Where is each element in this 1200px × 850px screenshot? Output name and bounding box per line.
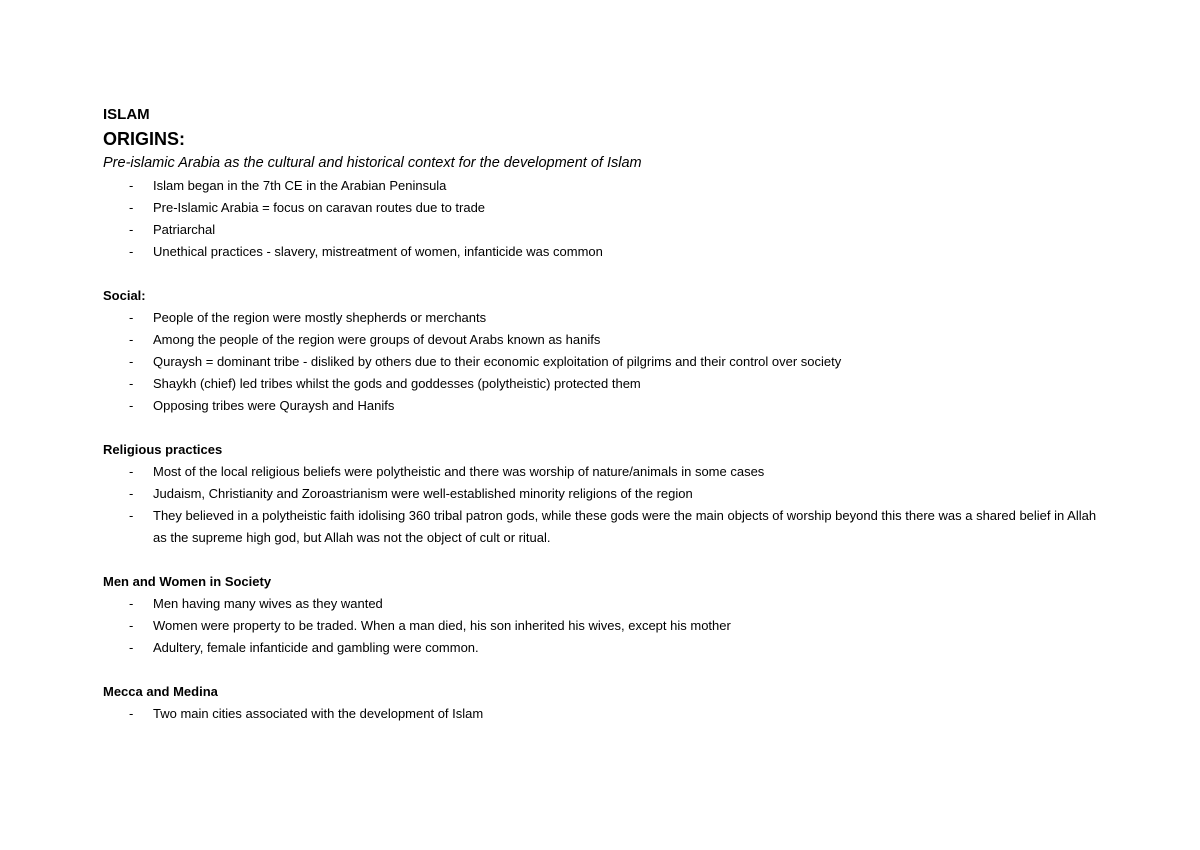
list-item-text: They believed in a polytheistic faith idolising 360 tribal patron gods, while these gods were the main objects of worship beyond this there was a shared belief in Allah as the supreme high god, but Allah was not the object of cult or ritual. bbox=[153, 508, 1097, 545]
bullet-dash: - bbox=[129, 178, 134, 193]
list-item bbox=[103, 461, 1103, 483]
list-item bbox=[103, 241, 1103, 263]
bullet-dash: - bbox=[129, 398, 134, 413]
list-item bbox=[103, 351, 1103, 373]
bullet-dash: - bbox=[129, 618, 134, 633]
bullet-dash: - bbox=[129, 200, 134, 215]
bullet-dash: - bbox=[129, 706, 134, 721]
bullet-dash: - bbox=[129, 508, 134, 523]
origins-subtitle: Pre-islamic Arabia as the cultural and historical context for the development of Islam bbox=[103, 155, 642, 171]
bullet-dash: - bbox=[129, 222, 134, 237]
bullet-dash: - bbox=[129, 596, 134, 611]
list-item bbox=[103, 593, 1103, 615]
section-heading-mecca-and-medina: Mecca and Medina bbox=[103, 684, 218, 699]
list-item-text: Shaykh (chief) led tribes whilst the gods and goddesses (polytheistic) protected them bbox=[153, 376, 641, 391]
list-item bbox=[103, 637, 1103, 659]
list-item bbox=[103, 197, 1103, 219]
men-and-women-list bbox=[103, 593, 1103, 659]
list-item bbox=[103, 703, 1103, 725]
bullet-dash: - bbox=[129, 354, 134, 369]
social-list bbox=[103, 307, 1103, 417]
list-item-text: Judaism, Christianity and Zoroastrianism were well-established minority religions of the region bbox=[153, 486, 693, 501]
section-heading-men-and-women: Men and Women in Society bbox=[103, 574, 272, 589]
section-heading-social: Social: bbox=[103, 288, 146, 303]
list-item bbox=[103, 615, 1103, 637]
list-item-text: Opposing tribes were Quraysh and Hanifs bbox=[153, 398, 395, 413]
list-item-text: Quraysh = dominant tribe - disliked by others due to their economic exploitation of pilgrims and their control over society bbox=[153, 354, 842, 369]
list-item-text: People of the region were mostly shepherds or merchants bbox=[153, 310, 487, 325]
list-item-text: Among the people of the region were groups of devout Arabs known as hanifs bbox=[153, 332, 601, 347]
bullet-dash: - bbox=[129, 486, 134, 501]
list-item-text: Pre-Islamic Arabia = focus on caravan routes due to trade bbox=[153, 200, 486, 215]
list-item bbox=[103, 395, 1103, 417]
bullet-dash: - bbox=[129, 332, 134, 347]
list-item-text: Women were property to be traded. When a man died, his son inherited his wives, except his mother bbox=[153, 618, 731, 633]
list-item bbox=[103, 219, 1103, 241]
bullet-dash: - bbox=[129, 244, 134, 259]
origins-heading: ORIGINS: bbox=[103, 129, 186, 149]
list-item-text: Most of the local religious beliefs were polytheistic and there was worship of nature/animals in some cases bbox=[153, 464, 765, 479]
list-item-text: Adultery, female infanticide and gambling were common. bbox=[153, 640, 479, 655]
bullet-dash: - bbox=[129, 464, 134, 479]
list-item bbox=[103, 505, 1103, 549]
list-item bbox=[103, 175, 1103, 197]
bullet-dash: - bbox=[129, 640, 134, 655]
document-page bbox=[103, 104, 1103, 725]
bullet-dash: - bbox=[129, 310, 134, 325]
list-item bbox=[103, 307, 1103, 329]
list-item-text: Two main cities associated with the development of Islam bbox=[153, 706, 484, 721]
list-item-text: Unethical practices - slavery, mistreatment of women, infanticide was common bbox=[153, 244, 603, 259]
list-item-text: Patriarchal bbox=[153, 222, 216, 237]
section-heading-religious-practices: Religious practices bbox=[103, 442, 223, 457]
list-item bbox=[103, 329, 1103, 351]
religious-practices-list bbox=[103, 461, 1103, 549]
mecca-and-medina-list bbox=[103, 703, 1103, 725]
document-title: ISLAM bbox=[103, 106, 150, 123]
list-item-text: Men having many wives as they wanted bbox=[153, 596, 383, 611]
list-item bbox=[103, 483, 1103, 505]
list-item-text: Islam began in the 7th CE in the Arabian Peninsula bbox=[153, 178, 447, 193]
bullet-dash: - bbox=[129, 376, 134, 391]
list-item bbox=[103, 373, 1103, 395]
intro-list bbox=[103, 175, 1103, 263]
